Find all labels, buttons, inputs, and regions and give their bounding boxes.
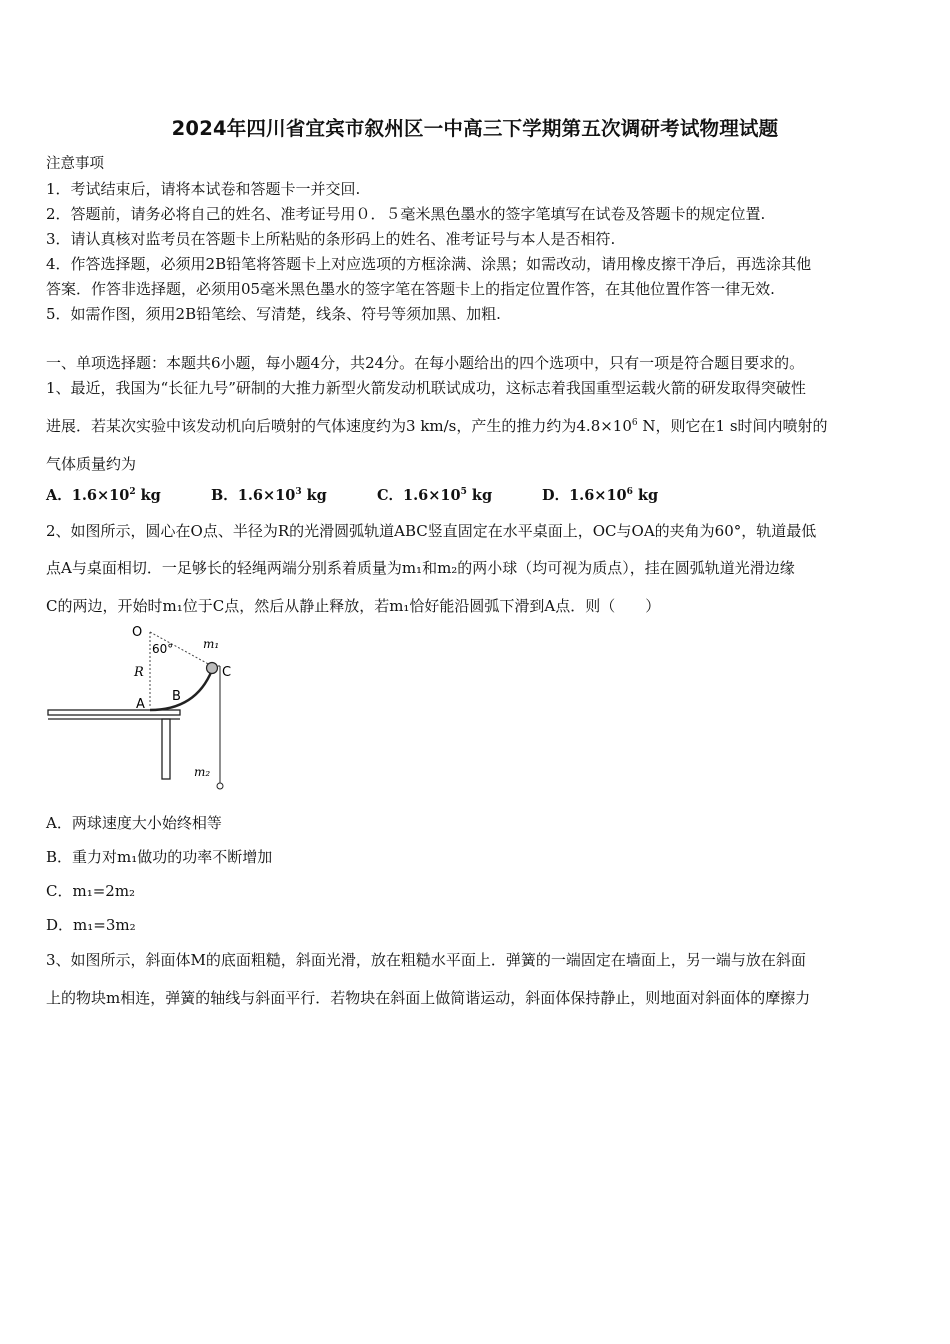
q1-option-a-unit: kg bbox=[135, 487, 161, 504]
q1-line-2-tail: N，则它在1 s时间内喷射的 bbox=[637, 417, 828, 435]
label-o: O bbox=[132, 625, 143, 640]
label-angle: 60° bbox=[152, 642, 174, 656]
q2-line-2: 点A与桌面相切．一足够长的轻绳两端分别系着质量为m₁和m₂的两小球（均可视为质点），挂在圆弧轨道光滑边缘 bbox=[46, 559, 795, 577]
notice-item-4-cont: 答案．作答非选择题，必须用05毫米黑色墨水的签字笔在答题卡上的指定位置作答，在其他位置作答一律无效. bbox=[46, 280, 775, 298]
table-leg bbox=[162, 719, 170, 779]
notice-item-4: 4．作答选择题，必须用2B铅笔将答题卡上对应选项的方框涂满、涂黑；如需改动，请用橡皮擦干净后，再选涂其他 bbox=[46, 255, 812, 273]
q2-option-a[interactable]: A．两球速度大小始终相等 bbox=[46, 814, 222, 832]
q2-option-c[interactable]: C．m₁=2m₂ bbox=[46, 882, 136, 900]
notice-item-3: 3．请认真核对监考员在答题卡上所粘贴的条形码上的姓名、准考证号与本人是否相符. bbox=[46, 230, 616, 248]
q1-option-c-unit: kg bbox=[466, 487, 493, 504]
q2-line-3: C的两边，开始时m₁位于C点，然后从静止释放，若m₁恰好能沿圆弧下滑到A点．则（ ） bbox=[46, 597, 661, 615]
q1-line-3: 气体质量约为 bbox=[46, 455, 137, 473]
q1-option-c-exp: 5 bbox=[460, 487, 467, 498]
notice-item-1: 1．考试结束后，请将本试卷和答题卡一并交回. bbox=[46, 180, 361, 198]
q1-option-b-unit: kg bbox=[301, 487, 327, 504]
q1-line-1: 1、最近，我国为“长征九号”研制的大推力新型火箭发动机联试成功，这标志着我国重型运载火箭的研发取得突破性 bbox=[46, 379, 806, 397]
q2-option-d[interactable]: D．m₁=3m₂ bbox=[46, 916, 136, 934]
page-title: 2024年四川省宜宾市叙州区一中高三下学期第五次调研考试物理试题 bbox=[171, 117, 779, 140]
q2-line-1: 2、如图所示，圆心在O点、半径为R的光滑圆弧轨道ABC竖直固定在水平桌面上，OC与OA的夹角为60°，轨道最低 bbox=[46, 522, 817, 540]
q1-line-2-exp: 6 bbox=[631, 418, 638, 428]
q1-option-d-unit: kg bbox=[632, 487, 659, 504]
label-m1: m₁ bbox=[203, 637, 220, 651]
ball-m1 bbox=[207, 663, 218, 674]
arc-track bbox=[150, 670, 212, 710]
q1-option-b-exp: 3 bbox=[295, 487, 302, 498]
q1-option-d-exp: 6 bbox=[626, 487, 633, 498]
q3-line-1: 3、如图所示，斜面体M的底面粗糙，斜面光滑，放在粗糙水平面上．弹簧的一端固定在墙面上，另一端与放在斜面 bbox=[46, 951, 806, 969]
q1-option-c-base: C．1.6×10 bbox=[377, 487, 461, 504]
label-a: A bbox=[136, 697, 145, 712]
section-heading: 一、单项选择题：本题共6小题，每小题4分，共24分。在每小题给出的四个选项中，只有一项是符合题目要求的。 bbox=[46, 354, 805, 372]
label-b: B bbox=[172, 689, 181, 704]
q1-line-2 bbox=[46, 415, 828, 436]
q1-option-a[interactable] bbox=[46, 484, 161, 505]
q1-option-c[interactable] bbox=[377, 484, 492, 505]
label-m2: m₂ bbox=[194, 765, 211, 779]
notice-item-5: 5．如需作图，须用2B铅笔绘、写清楚，线条、符号等须加黑、加粗. bbox=[46, 305, 501, 323]
ball-m2 bbox=[217, 783, 223, 789]
q1-option-b[interactable] bbox=[211, 484, 327, 505]
q1-option-a-base: A．1.6×10 bbox=[46, 487, 130, 504]
q1-option-b-base: B．1.6×10 bbox=[211, 487, 296, 504]
notice-item-2: 2．答题前，请务必将自己的姓名、准考证号用０．５毫米黑色墨水的签字笔填写在试卷及答题卡的规定位置. bbox=[46, 205, 766, 223]
q3-line-2: 上的物块m相连，弹簧的轴线与斜面平行．若物块在斜面上做简谐运动，斜面体保持静止，则地面对斜面体的摩擦力 bbox=[46, 989, 811, 1007]
notice-heading: 注意事项 bbox=[46, 156, 104, 172]
label-c: C bbox=[222, 665, 232, 680]
q2-figure bbox=[46, 622, 246, 792]
q1-line-2-text: 进展．若某次实验中该发动机向后喷射的气体速度约为3 km/s，产生的推力约为4.8×10 bbox=[46, 417, 632, 435]
label-r: R bbox=[134, 665, 144, 680]
q1-option-a-exp: 2 bbox=[129, 487, 136, 498]
q1-option-d[interactable] bbox=[542, 484, 658, 505]
q1-option-d-base: D．1.6×10 bbox=[542, 487, 627, 504]
q2-option-b[interactable]: B．重力对m₁做功的功率不断增加 bbox=[46, 848, 273, 866]
table-top bbox=[48, 710, 180, 715]
